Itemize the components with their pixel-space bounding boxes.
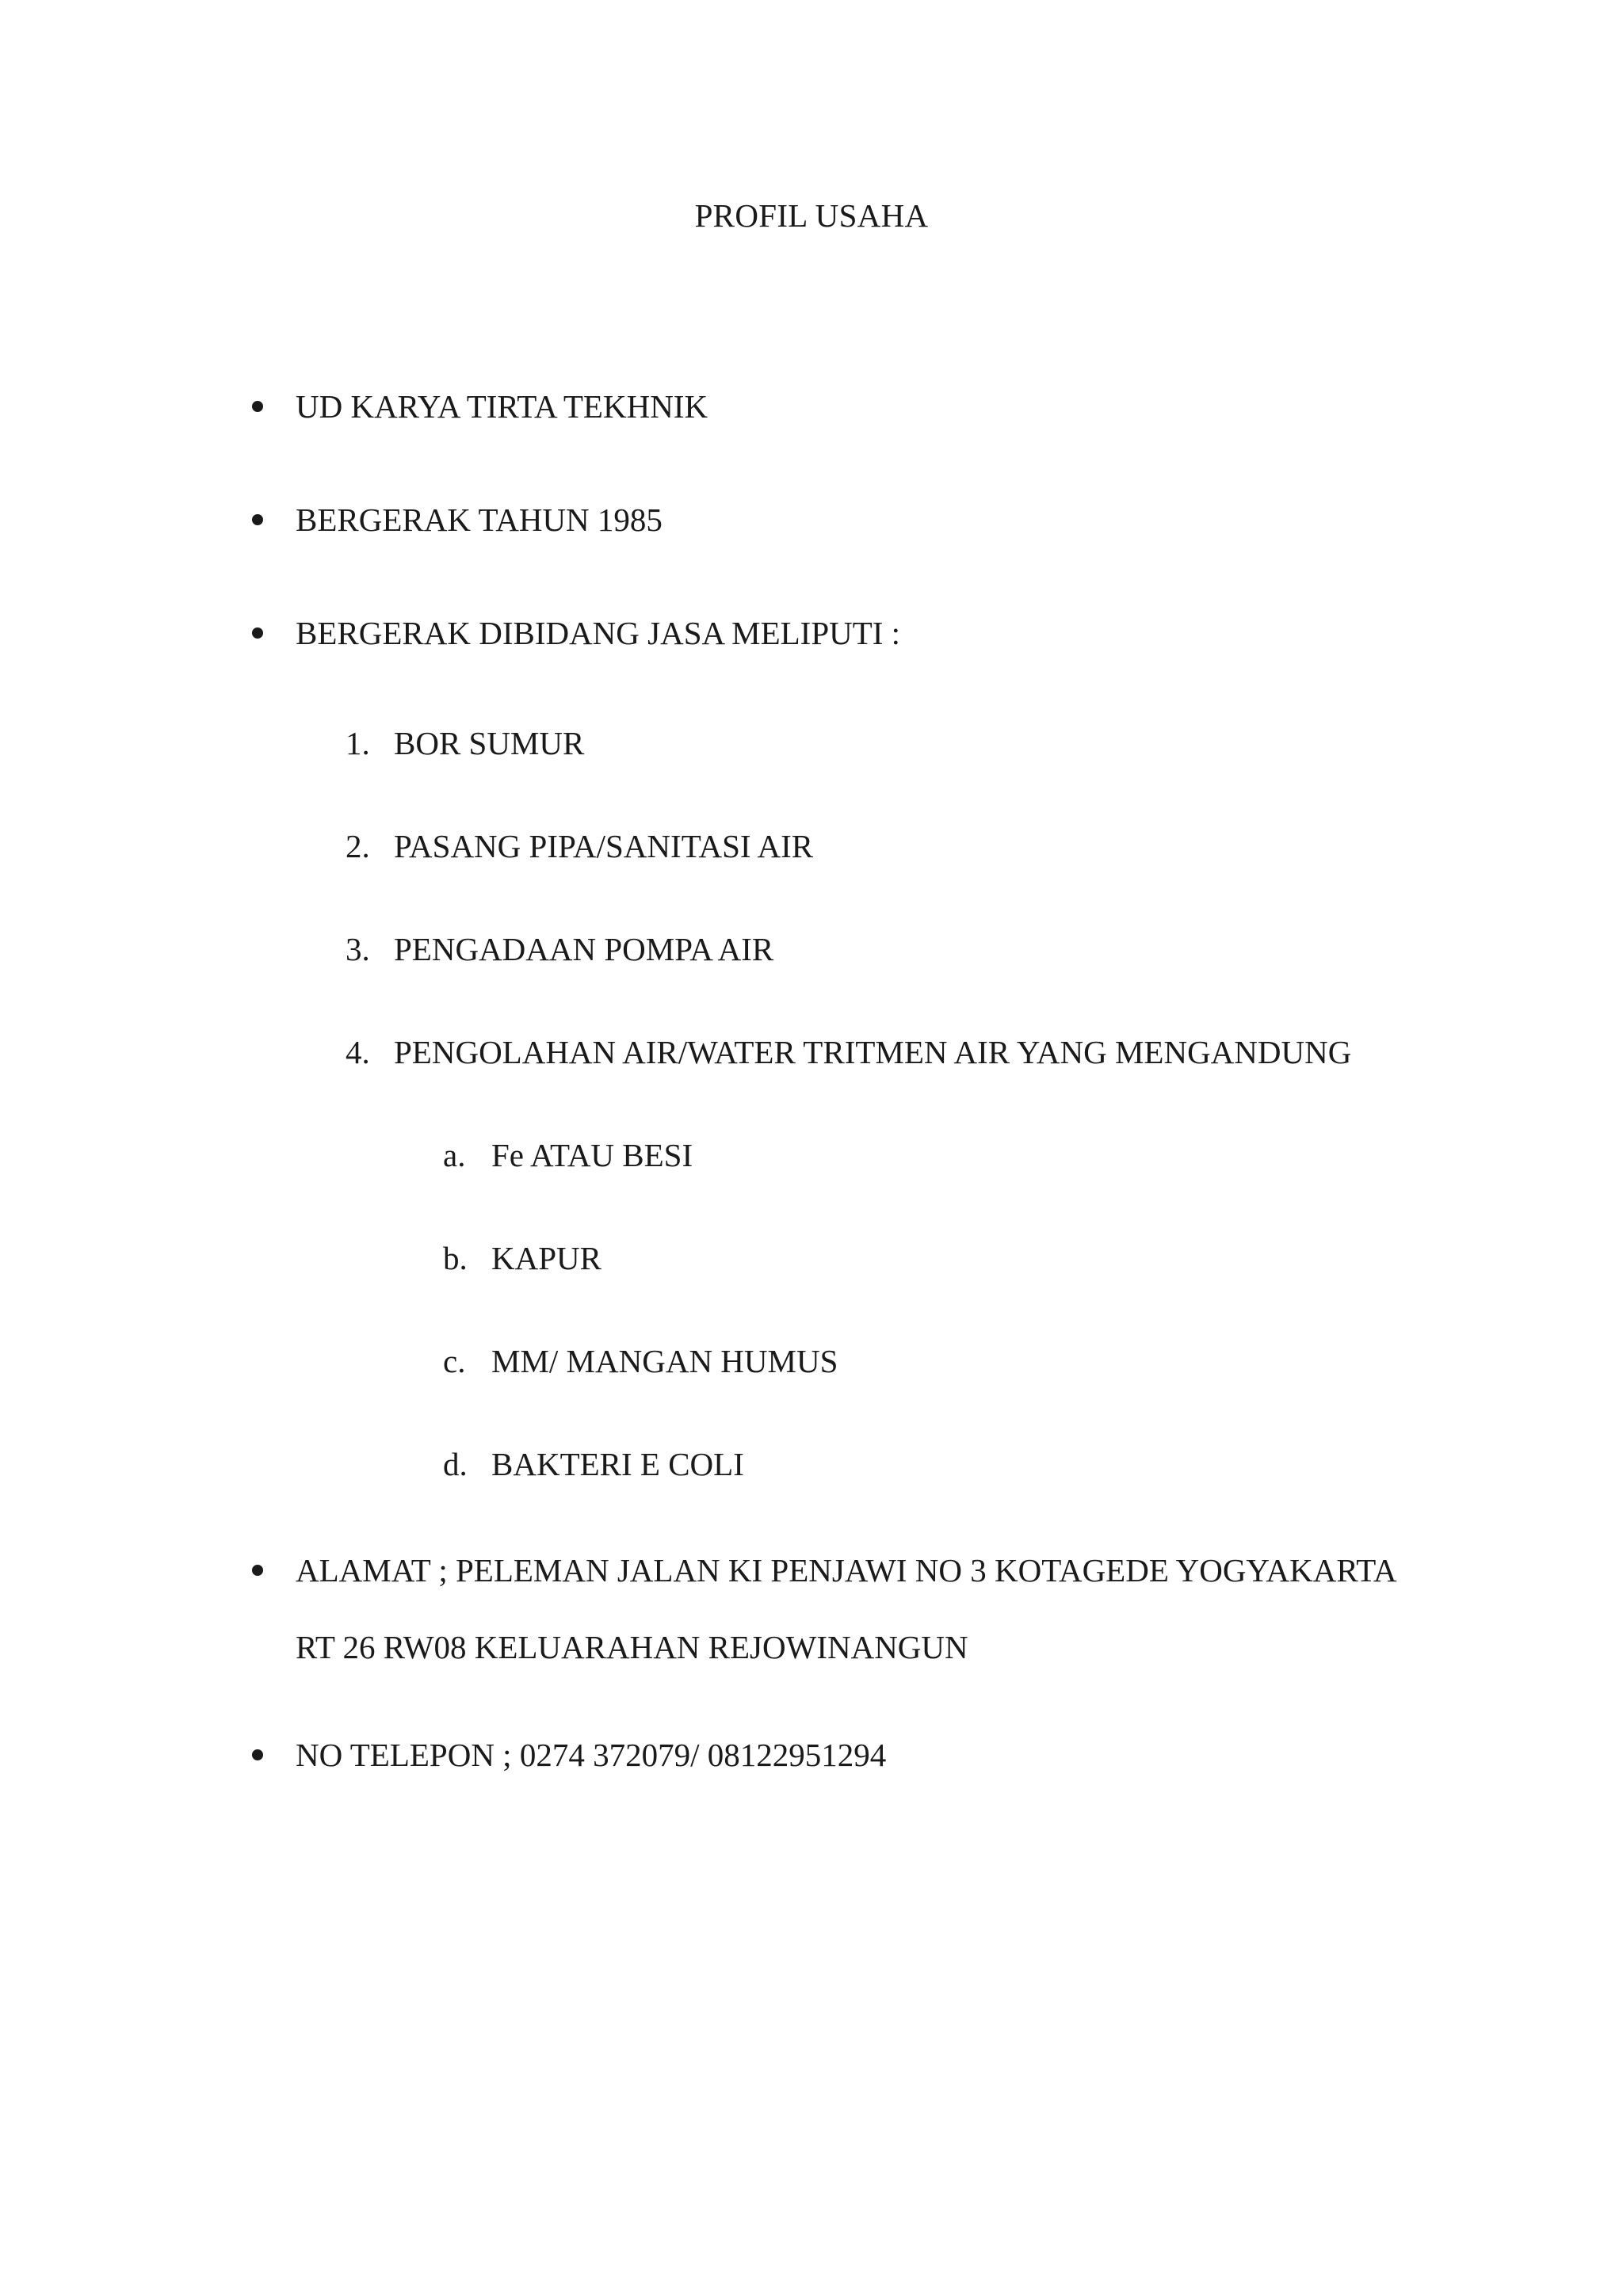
contaminant-item: Fe ATAU BESI — [491, 1137, 693, 1173]
list-letter: d. — [443, 1446, 468, 1482]
address-line-1: ALAMAT ; PELEMAN JALAN KI PENJAWI NO 3 KOTAGEDE YOGYAKARTA — [296, 1552, 1397, 1589]
list-number: 4. — [346, 1034, 370, 1070]
service-item: BOR SUMUR — [394, 725, 585, 761]
list-number: 3. — [346, 931, 370, 967]
service-item: PENGOLAHAN AIR/WATER TRITMEN AIR YANG MENGANDUNG — [394, 1034, 1352, 1070]
contaminant-item: MM/ MANGAN HUMUS — [491, 1343, 838, 1379]
bullet-icon — [252, 1565, 263, 1576]
list-letter: c. — [443, 1343, 466, 1379]
list-number: 2. — [346, 828, 370, 864]
bullet-item-services-intro: BERGERAK DIBIDANG JASA MELIPUTI : — [296, 615, 901, 651]
service-item: PENGADAAN POMPA AIR — [394, 931, 774, 967]
bullet-icon — [252, 627, 263, 639]
service-item: PASANG PIPA/SANITASI AIR — [394, 828, 814, 864]
bullet-icon — [252, 514, 263, 525]
bullet-item-company: UD KARYA TIRTA TEKHNIK — [296, 388, 708, 425]
list-letter: b. — [443, 1240, 468, 1276]
list-letter: a. — [443, 1137, 466, 1173]
list-number: 1. — [346, 725, 370, 761]
bullet-item-year: BERGERAK TAHUN 1985 — [296, 502, 663, 538]
phone-line: NO TELEPON ; 0274 372079/ 08122951294 — [296, 1737, 887, 1773]
address-line-2: RT 26 RW08 KELUARAHAN REJOWINANGUN — [296, 1629, 968, 1665]
bullet-icon — [252, 1749, 263, 1760]
contaminant-item: KAPUR — [491, 1240, 601, 1276]
contaminant-item: BAKTERI E COLI — [491, 1446, 744, 1482]
bullet-icon — [252, 401, 263, 412]
document-title: PROFIL USAHA — [694, 197, 929, 234]
